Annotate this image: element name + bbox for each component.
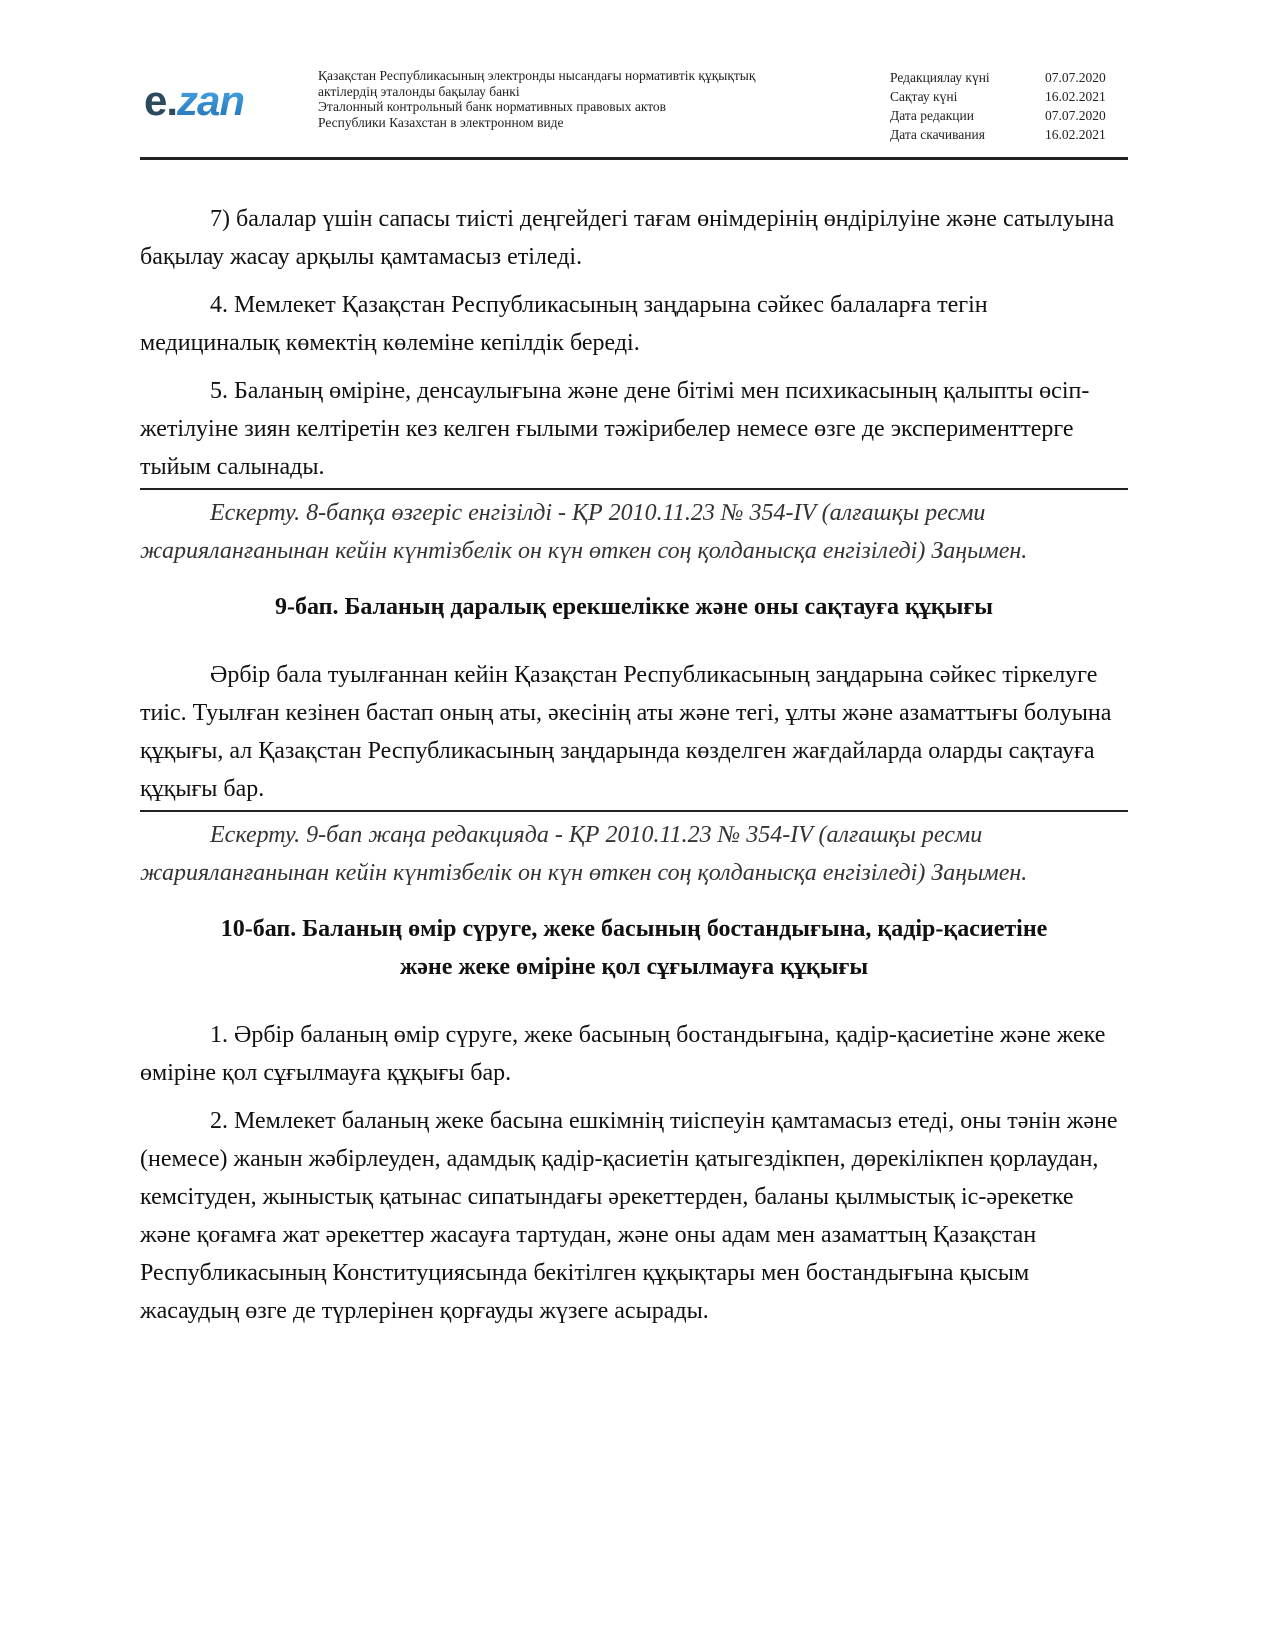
- header-divider: [140, 157, 1128, 160]
- meta-value: 16.02.2021: [1045, 89, 1106, 104]
- document-body: [140, 200, 1128, 1330]
- meta-label: Сақтау күні: [890, 89, 958, 104]
- bank-title: [318, 68, 755, 130]
- meta-row: [890, 106, 1125, 125]
- bank-title-line: Қазақстан Республикасының электронды нысандағы нормативтік құқықтық: [318, 68, 756, 83]
- meta-value: 16.02.2021: [1045, 127, 1106, 142]
- ezan-logo: [144, 77, 245, 124]
- document-meta: [890, 68, 1125, 144]
- article-heading: 10-бап. Баланың өмір сүруге, жеке басының бостандығына, қадір-қасиетіне: [220, 916, 1048, 942]
- meta-row: [890, 87, 1125, 106]
- note-divider: [140, 488, 1128, 490]
- paragraph: 5. Баланың өміріне, денсаулығына және дене бітімі мен психикасының қалыпты өсіп-жетілуіне зиян келтіретін кез келген ғылыми тәжірибелер немесе өзге де эксперименттерге тыйым салынады.: [140, 378, 1090, 480]
- paragraph: 1. Әрбір баланың өмір сүруге, жеке басының бостандығына, қадір-қасиетіне және жеке өміріне қол сұғылмауға құқығы бар.: [140, 1022, 1106, 1086]
- meta-row: [890, 68, 1125, 87]
- meta-label: Редакциялау күні: [890, 70, 990, 85]
- note-divider: [140, 810, 1128, 812]
- paragraph: 2. Мемлекет баланың жеке басына ешкімнің тиіспеуін қамтамасыз етеді, оны тәнін және (немесе) жанын жәбірлеуден, адамдық қадір-қасиетін қатыгездікпен, дөрекілікпен қорлаудан, кемсітуден, жыныстық қатынас сипатындағы әрекеттерден, баланы қылмыстық іс-әрекетке және қоғамға жат әрекеттер жасауға тартудан, және оны адам мен азаматтың Қазақстан Республикасының Конституциясында бекітілген құқықтары мен бостандығына қысым жасаудың өзге де түрлерінен қорғауды жүзеге асырады.: [140, 1108, 1118, 1324]
- paragraph: 4. Мемлекет Қазақстан Республикасының заңдарына сәйкес балаларға тегін медициналық көмектің көлеміне кепілдік береді.: [140, 292, 988, 356]
- logo-zan: zan: [177, 77, 245, 124]
- bank-title-line: Республики Казахстан в электронном виде: [318, 114, 564, 130]
- bank-title-line: Эталонный контрольный банк нормативных правовых актов: [318, 99, 667, 114]
- meta-value: 07.07.2020: [1045, 70, 1106, 85]
- document-header: [140, 62, 1128, 160]
- bank-title-line: актілердің эталонды бақылау банкі: [318, 83, 520, 99]
- amendment-note: Ескерту. 9-бап жаңа редакцияда - ҚР 2010.11.23 № 354-IV (алғашқы ресми жарияланғанынан кейін күнтізбелік он күн өткен соң қолданысқа енгізіледі) Заңымен.: [140, 822, 1028, 886]
- meta-label: Дата редакции: [890, 108, 974, 123]
- paragraph: Әрбір бала туылғаннан кейін Қазақстан Республикасының заңдарына сәйкес тіркелуге тиіс. Туылған кезінен бастап оның аты, әкесінің аты және тегі, ұлты және азаматтығы болуына құқығы, ал Қазақстан Республикасының заңдарында көзделген жағдайларда оларды сақтауға құқығы бар.: [140, 662, 1112, 802]
- article-heading: және жеке өміріне қол сұғылмауға құқығы: [399, 954, 869, 980]
- logo-dot: .: [166, 77, 178, 124]
- meta-label: Дата скачивания: [890, 127, 985, 142]
- paragraph: 7) балалар үшін сапасы тиісті деңгейдегі тағам өнімдерінің өндірілуіне және сатылуына бақылау жасау арқылы қамтамасыз етіледі.: [140, 206, 1115, 270]
- logo-e: e: [144, 77, 167, 124]
- meta-value: 07.07.2020: [1045, 108, 1106, 123]
- meta-row: [890, 125, 1125, 144]
- amendment-note: Ескерту. 8-бапқа өзгеріс енгізілді - ҚР 2010.11.23 № 354-IV (алғашқы ресми жарияланғанынан кейін күнтізбелік он күн өткен соң қолданысқа енгізіледі) Заңымен.: [140, 500, 1028, 564]
- article-heading: 9-бап. Баланың даралық ерекшелікке және оны сақтауға құқығы: [274, 594, 994, 620]
